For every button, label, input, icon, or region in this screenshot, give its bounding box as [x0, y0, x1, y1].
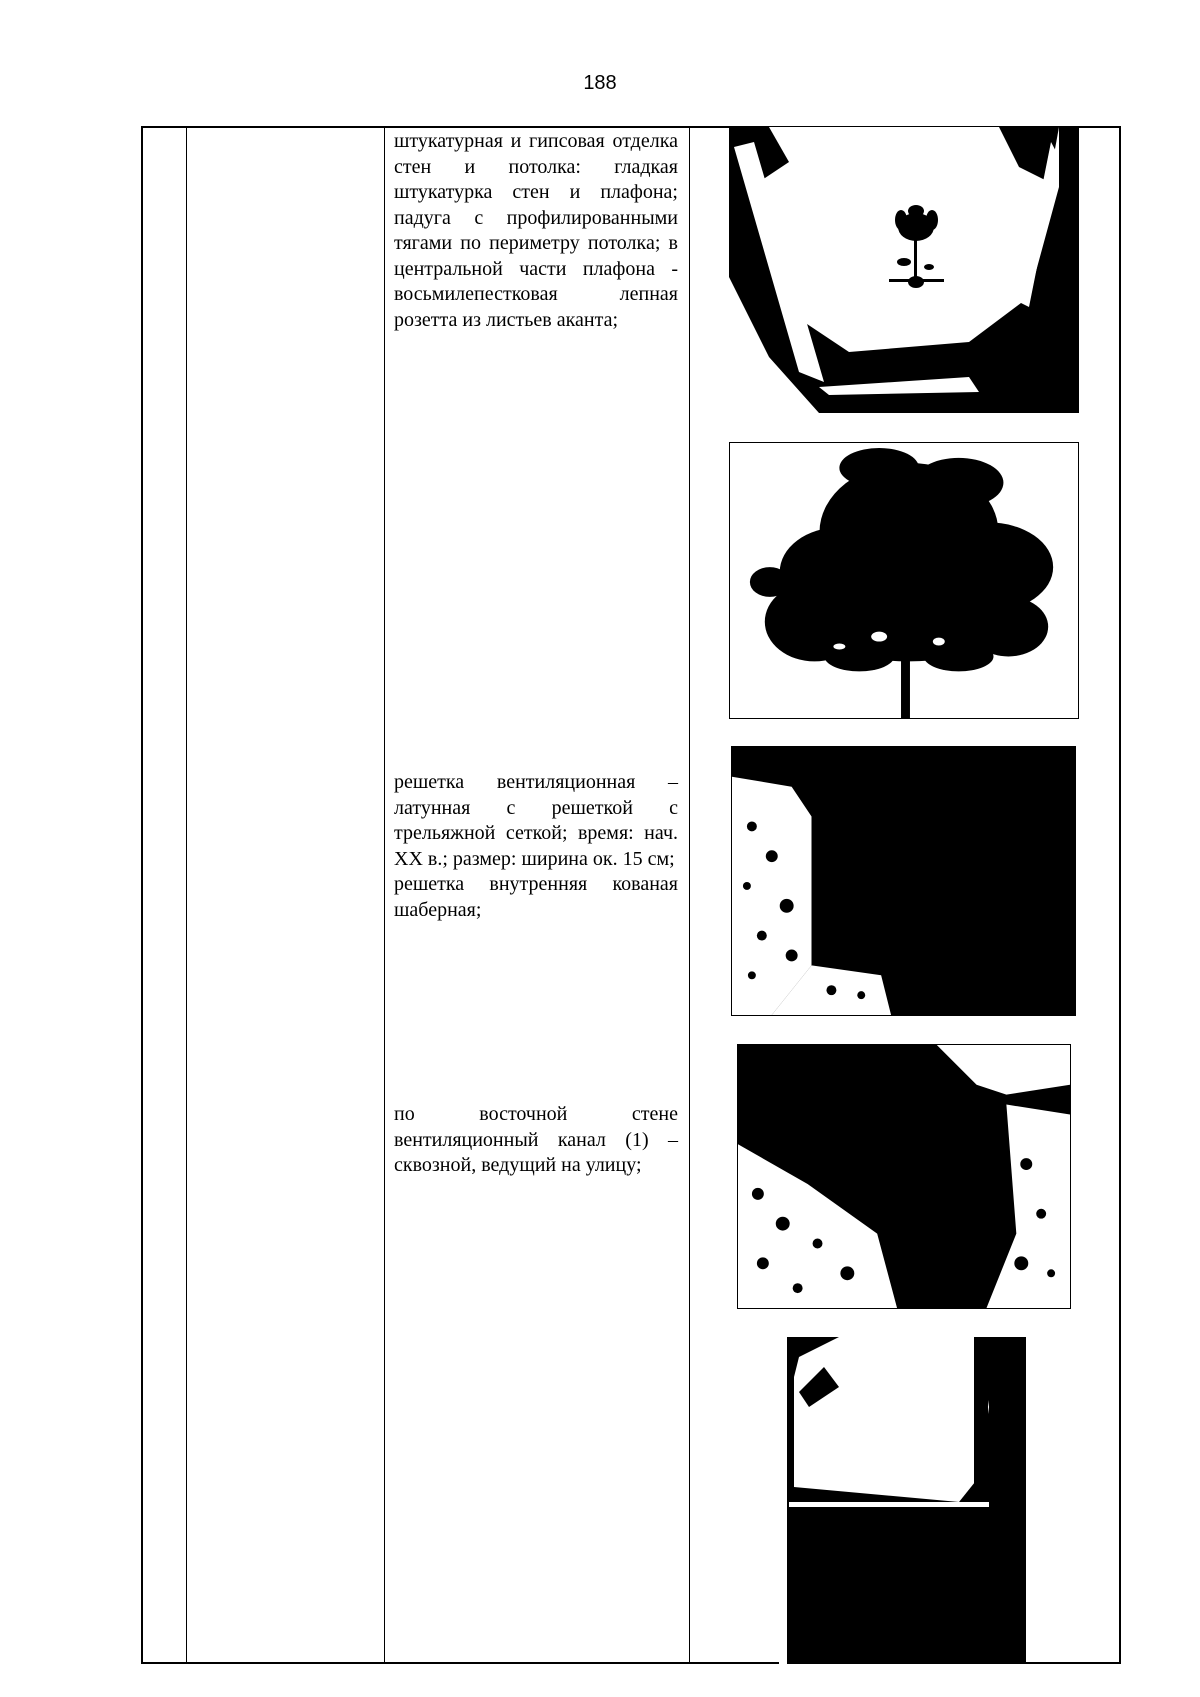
grille-ventilation-text: решетка вентиляционная – латунная с решеткой с трельяжной сеткой; время: нач. XX в.; размер: ширина ок. 15 см; — [394, 771, 678, 870]
plaster-description — [394, 129, 678, 333]
ceiling-rosette-photo — [729, 127, 1079, 413]
column-divider — [689, 128, 690, 1662]
rosette-closeup-photo — [729, 442, 1079, 719]
east-wall-photo — [737, 1044, 1071, 1309]
grille-internal-text: решетка внутренняя кованая шаберная; — [394, 873, 678, 921]
grille-description — [394, 770, 678, 923]
ventilation-grille-photo — [731, 746, 1076, 1016]
ventilation-channel-photo — [779, 1337, 1026, 1664]
channel-text: по восточной стене вентиляционный канал (1) – сквозной, ведущий на улицу; — [394, 1103, 678, 1176]
column-divider — [384, 128, 385, 1662]
channel-description — [394, 1102, 678, 1179]
page-number: 188 — [583, 72, 617, 94]
column-divider — [186, 128, 187, 1662]
plaster-text: штукатурная и гипсовая отделка стен и потолка: гладкая штукатурка стен и плафона; падуга с профилированными тягами по периметру потолка; в центральной части плафона - восьмилепестковая лепная розетта из листьев аканта; — [394, 130, 678, 331]
